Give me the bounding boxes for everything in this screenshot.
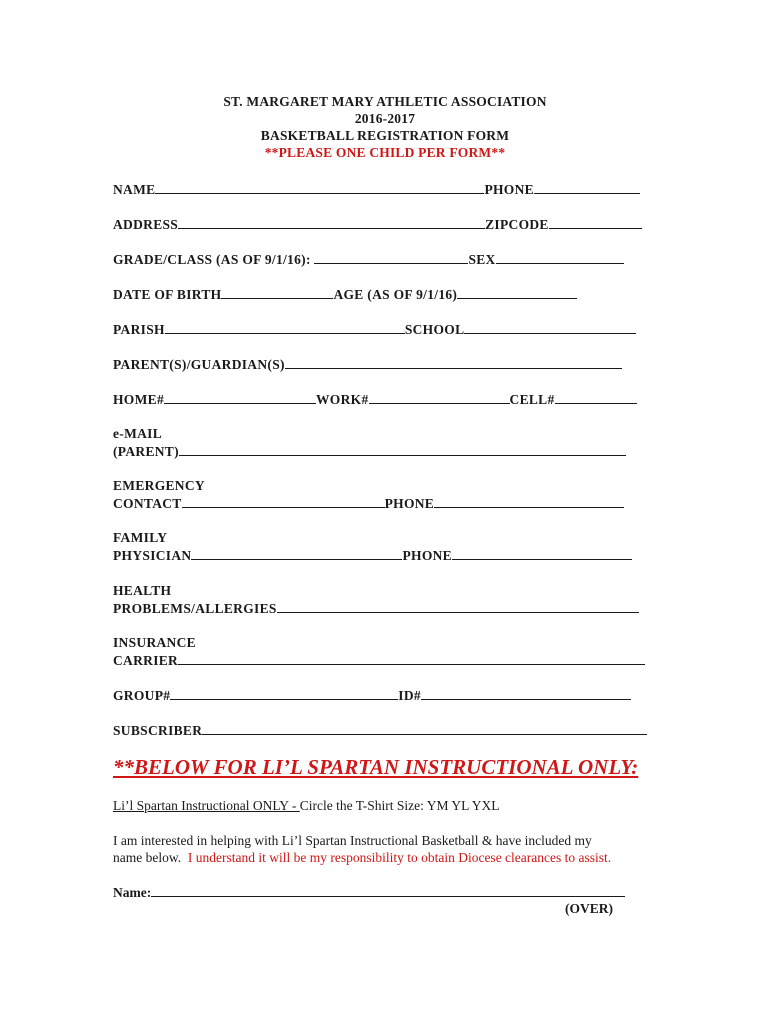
phone-field[interactable] (534, 181, 640, 194)
help-text-start: name below. (113, 850, 182, 865)
tshirt-sizes[interactable]: Circle the T-Shirt Size: YM YL YXL (299, 798, 500, 813)
row-emergency (113, 495, 624, 512)
help-text-line-1: I am interested in helping with Li’l Spartan Instructional Basketball & have included my (113, 833, 592, 848)
email-label: (PARENT) (113, 444, 179, 459)
insurance-label-top: INSURANCE (113, 635, 196, 650)
work-field[interactable] (369, 391, 510, 404)
row-address-zip (113, 216, 642, 233)
tshirt-line (113, 798, 499, 814)
row-insurance (113, 652, 645, 669)
volunteer-name-row (113, 884, 625, 901)
physician-label-top: FAMILY (113, 530, 168, 545)
dob-label: DATE OF BIRTH (113, 287, 222, 302)
zipcode-label: ZIPCODE (485, 217, 549, 232)
id-field[interactable] (421, 687, 631, 700)
sex-field[interactable] (496, 251, 624, 264)
row-health (113, 600, 639, 617)
emergency-phone-label: PHONE (384, 496, 435, 511)
address-field[interactable] (178, 216, 485, 229)
group-label: GROUP# (113, 688, 171, 703)
name-field[interactable] (155, 181, 484, 194)
email-label-top: e-MAIL (113, 426, 163, 441)
health-label: PROBLEMS/ALLERGIES (113, 601, 277, 616)
name-label: NAME (113, 182, 156, 197)
form-title: BASKETBALL REGISTRATION FORM (260, 128, 510, 143)
group-field[interactable] (170, 687, 398, 700)
zipcode-field[interactable] (549, 216, 642, 229)
insurance-carrier-field[interactable] (178, 652, 645, 665)
age-label: AGE (AS OF 9/1/16) (333, 287, 458, 302)
id-label: ID# (398, 688, 421, 703)
volunteer-name-label: Name: (113, 885, 152, 900)
physician-phone-label: PHONE (402, 548, 452, 563)
volunteer-name-field[interactable] (151, 884, 625, 897)
clearance-notice: I understand it will be my responsibility to obtain Diocese clearances to assist. (187, 850, 612, 865)
grade-field[interactable] (314, 251, 468, 264)
row-name-phone (113, 181, 640, 198)
emergency-contact-field[interactable] (182, 495, 385, 508)
email-field[interactable] (179, 443, 626, 456)
physician-phone-field[interactable] (452, 547, 632, 560)
home-field[interactable] (164, 391, 316, 404)
school-field[interactable] (464, 321, 636, 334)
emergency-phone-field[interactable] (434, 495, 624, 508)
physician-field[interactable] (191, 547, 402, 560)
row-parish-school (113, 321, 636, 338)
spartan-banner: **BELOW FOR LI’L SPARTAN INSTRUCTIONAL ONLY: (113, 755, 639, 779)
phone-label: PHONE (484, 182, 534, 197)
physician-label: PHYSICIAN (113, 548, 192, 563)
row-dob-age (113, 286, 577, 303)
row-physician (113, 547, 632, 564)
help-text-line-2 (113, 850, 611, 866)
cell-field[interactable] (555, 391, 637, 404)
parents-field[interactable] (285, 356, 622, 369)
sex-label: SEX (468, 252, 496, 267)
school-label: SCHOOL (404, 322, 465, 337)
row-parents (113, 356, 622, 373)
row-phones (113, 391, 637, 408)
dob-field[interactable] (221, 286, 333, 299)
emergency-label-top: EMERGENCY (113, 478, 205, 493)
grade-label: GRADE/CLASS (AS OF 9/1/16): (113, 252, 311, 267)
health-field[interactable] (277, 600, 639, 613)
over-note: (OVER) (565, 901, 613, 916)
parish-label: PARISH (113, 322, 165, 337)
cell-label: CELL# (509, 392, 555, 407)
emergency-contact-label: CONTACT (113, 496, 182, 511)
one-child-notice: **PLEASE ONE CHILD PER FORM** (264, 145, 506, 160)
age-field[interactable] (457, 286, 577, 299)
parents-label: PARENT(S)/GUARDIAN(S) (113, 357, 285, 372)
subscriber-label: SUBSCRIBER (113, 723, 203, 738)
work-label: WORK# (316, 392, 369, 407)
row-grade-sex (113, 251, 624, 268)
subscriber-field[interactable] (202, 722, 647, 735)
health-label-top: HEALTH (113, 583, 172, 598)
address-label: ADDRESS (113, 217, 179, 232)
tshirt-label: Li’l Spartan Instructional ONLY - (113, 798, 300, 813)
home-label: HOME# (113, 392, 164, 407)
row-subscriber (113, 722, 647, 739)
season: 2016-2017 (354, 111, 416, 126)
insurance-carrier-label: CARRIER (113, 653, 179, 668)
row-email (113, 443, 626, 460)
row-group-id (113, 687, 631, 704)
org-name: ST. MARGARET MARY ATHLETIC ASSOCIATION (223, 94, 547, 109)
parish-field[interactable] (165, 321, 405, 334)
